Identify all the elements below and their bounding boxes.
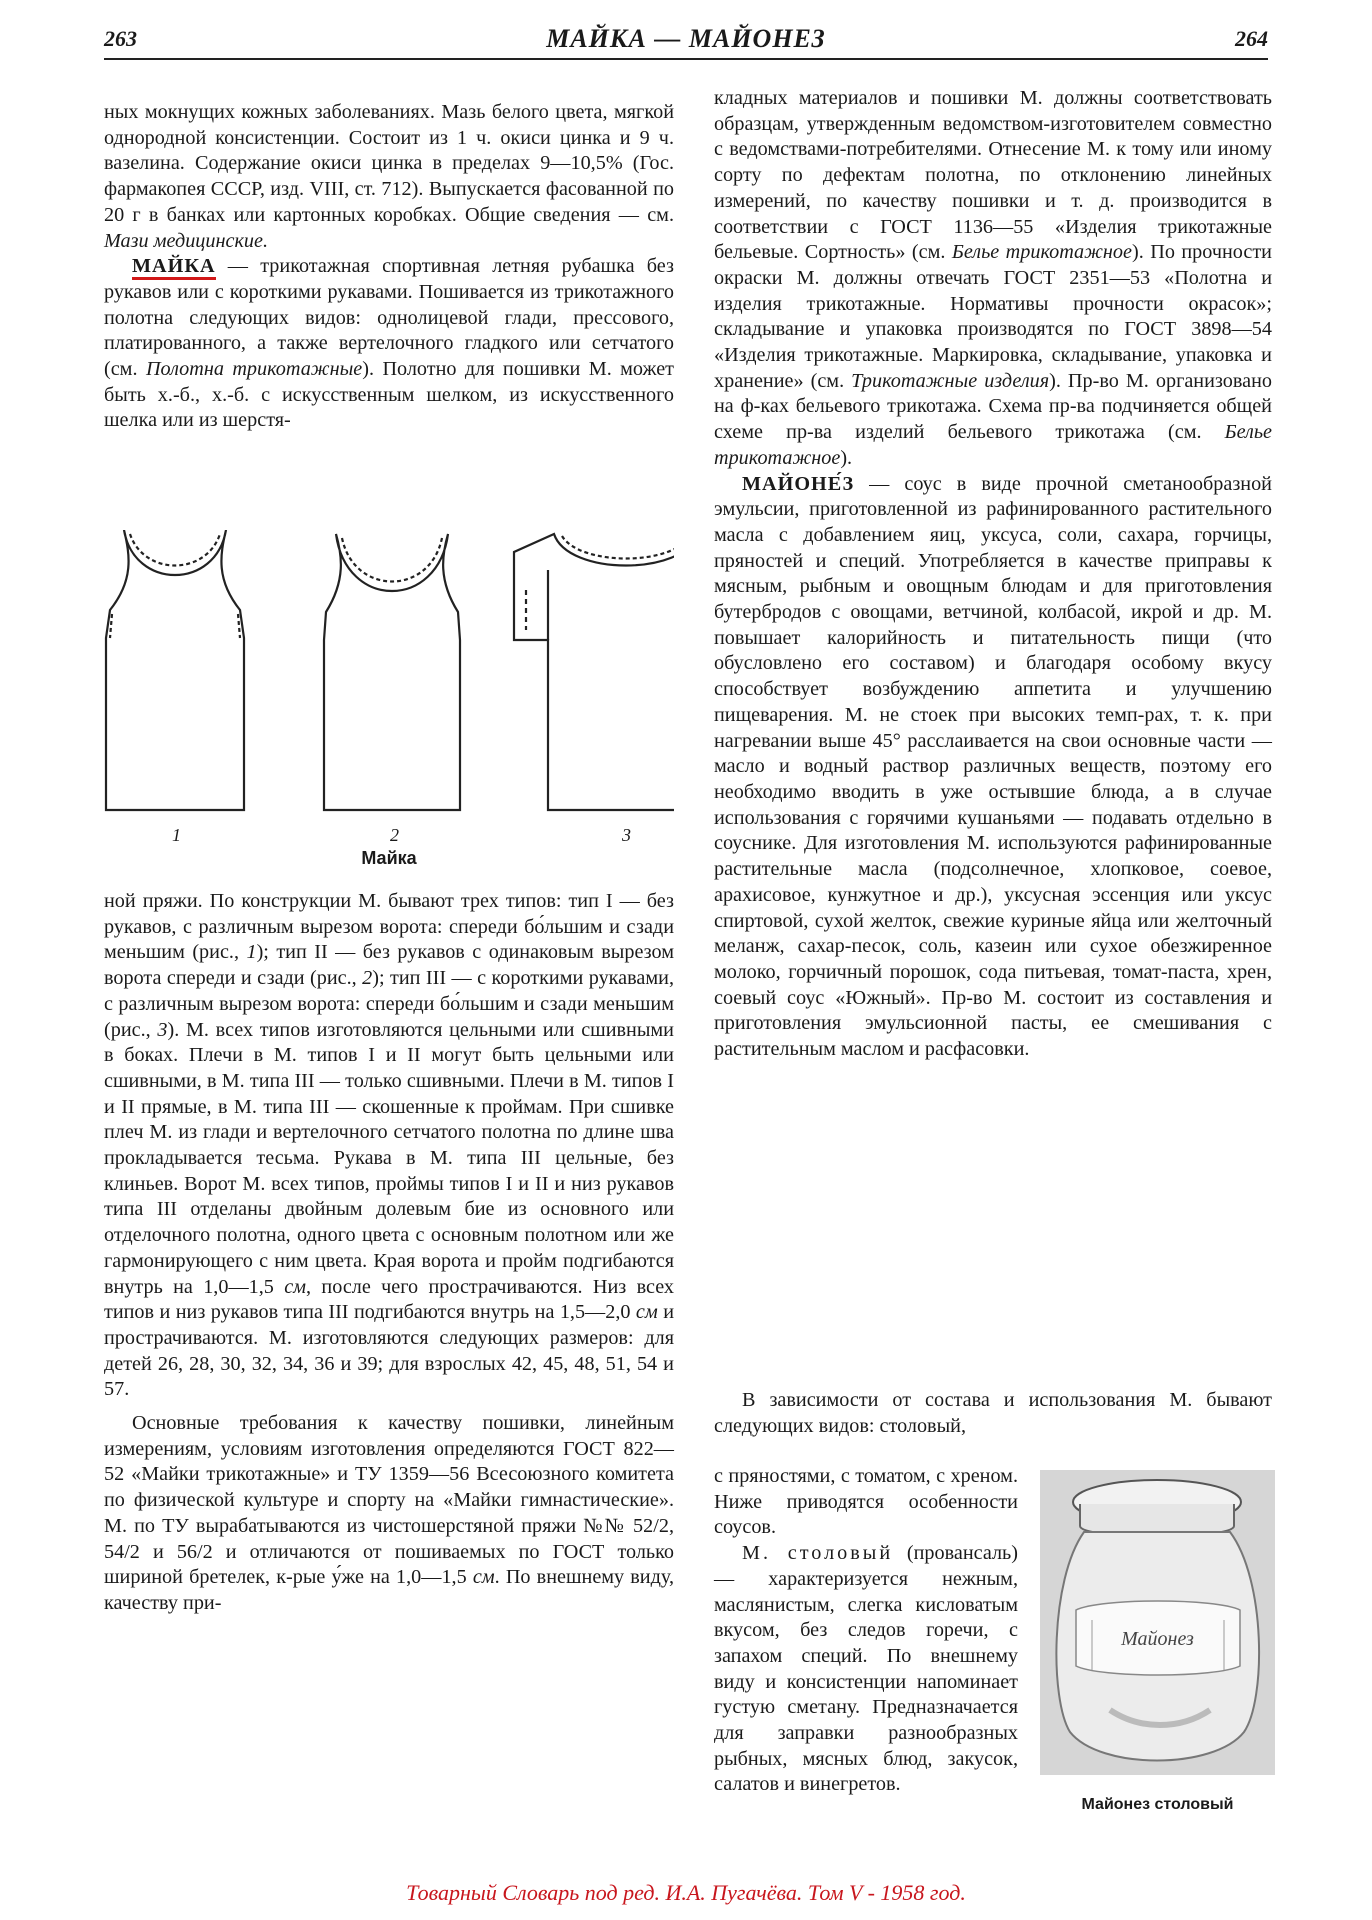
paragraph-mayonnaise-types-cont: с пряностями, с томатом, с хреном. Ниже приводятся особенности соусов.: [714, 1465, 1018, 1539]
text-span: ); тип II — без рукавов с одинаковым вырезом ворота спереди и сзади (рис.,: [104, 941, 674, 990]
paragraph-mayka-quality: [104, 1411, 674, 1617]
paragraph-mayka-types: [104, 889, 674, 1403]
jar-label-text: Майонез: [1121, 1628, 1194, 1650]
text-span: ). По прочности окраски М. должны отвечать ГОСТ 2351—53 «Полотна и изделия трикотажные. Нормативы прочности окрасок»; складывание и упаковка производятся по ГОСТ 3898—54 «Изделия трикотажные. Маркировка, складывание, упаковка и хранение» (см.: [714, 241, 1272, 392]
paragraph-mayonnaise-definition: [714, 472, 1272, 1063]
unit: см: [284, 1275, 307, 1298]
jar-caption: Майонез столовый: [1081, 1796, 1234, 1813]
text-span: ).: [840, 446, 853, 469]
text-span: ). Полотно для пошивки М. может быть х.-б., х.-б. с искусственным шелком, из искусственного шелка или из шерстя-: [104, 358, 674, 432]
text-span: ). М. всех типов изготовляются цельными или сшивными в боках. Плечи в М. типов I и II могут быть цельными или сшивными, в М. типа III — только сшивными. Плечи в М. типов I и II прямые, в М. типа III — скошенные к проймам. При сшивке плеч М. из глади и вертелочного сетчатого полотна по длине шва прокладывается тесьма. Рукава в М. типа III цельные, без клиньев. Ворот М. всех типов, проймы типов I и II и низ рукавов типа III отделаны двойным долевым бие из основного или отделочного полотна, одного цвета с основным полотном или же гармонирующего с ним цвета. Края ворота и пройм подгибаются внутрь на 1,0—1,5: [104, 1018, 674, 1298]
text-span: ). Пр-во М. организовано на ф-ках бельевого трикотажа. Схема пр-ва подчиняется общей схеме пр-ва изделий бельевого трикотажа (см.: [714, 369, 1272, 444]
undershirt-illustration: [104, 530, 674, 830]
page-header: [104, 26, 1268, 60]
right-column-types: [714, 1388, 1272, 1439]
cross-reference: Трикотажные изделия: [851, 369, 1050, 392]
unit: см: [635, 1301, 658, 1324]
right-column-top: [714, 86, 1272, 1063]
left-column-bottom: [104, 889, 674, 1617]
right-column-narrow: [714, 1464, 1018, 1798]
paragraph-mayonnaise-types: В зависимости от состава и использования М. бывают следующих видов: столовый,: [714, 1389, 1272, 1437]
shirt-type-1: [106, 530, 244, 810]
text-span: (провансаль) — характеризуется нежным, маслянистым, слегка кисловатым вкусом, без следов горечи, с запахом специй. По внешнему виду и консистенции напоминает густую сметану. Предназначается для заправки разнообразных рыбных, мясных блюд, закусок, салатов и винегретов.: [714, 1542, 1018, 1796]
page-number-left: 263: [104, 26, 137, 51]
figure-ref: 2: [362, 967, 373, 990]
left-column-top: [104, 100, 674, 434]
text-span: — трикотажная спортивная летняя рубашка без рукавов или с короткими рукавами. Пошивается из трикотажного полотна следующих видов: однолицевой глади, прессового, платированного, а также вертелочного гладкого или сетчатого (см.: [104, 255, 674, 381]
figure-number-1: 1: [172, 825, 181, 845]
text-span: — соус в виде прочной сметанообразной эмульсии, приготовленной из рафинированного растительного масла с добавлением яиц, уксуса, соли, сахара, горчицы, пряностей и специй. Употребляется в качестве приправы к мясным, рыбным и овощным блюдам и для приготовления бутербродов с овощами, ветчиной, колбасой, икрой и др. М. повышает калорийность и питательность пищи (что обусловлено его составом) и благодаря особому вкусу способствует возбуждению аппетита и улучшению пищеварения. М. не стоек при высоких темп-рах, т. к. при нагревании выше 45° расслаивается на свои основные части — масло и водный раствор различных веществ, поэтому его необходимо вводить в уже остывшие блюда, а в случае использования с горячими кушаньями — подавать отдельно в соуснике. Для изготовления М. используются рафинированные растительные масла (подсолнечное, хлопковое, соевое, арахисовое, кунжутное и др.), уксусная эссенция или уксус спиртовой, сухой желток, свежие куриные яйца или желточный меланж, сахар-песок, соль, казеин или сухое обезжиренное молоко, горчичный порошок, сода питьевая, томат-паста, хрен, соевый соус «Южный». Пр-во М. состоит из составления и приготовления эмульсионной пасты, ее смешивания с растительным маслом и расфасовки.: [714, 472, 1272, 1061]
text-span: и прострачиваются. М. изготовляются следующих размеров: для детей 26, 28, 30, 32, 34, 36 и 39; для взрослых 42, 45, 48, 51, 54 и 57.: [104, 1301, 674, 1401]
figure-number-3: 3: [622, 825, 631, 845]
text-span: ных мокнущих кожных заболеваниях. Мазь белого цвета, мягкой однородной консистенции. Состоит из 1 ч. окиси цинка и 9 ч. вазелина. Содержание окиси цинка в пределах 9—10,5% (Гос. фармакопея СССР, изд. VIII, ст. 712). Выпускается фасованной по 20 г в банках или картонных коробках. Общие сведения — см.: [104, 101, 674, 226]
shirt-type-3: [514, 534, 674, 810]
text-span: . По внешнему виду, качеству при-: [104, 1566, 675, 1614]
mayonnaise-jar-photo: [1040, 1470, 1275, 1775]
figure-caption: Майка: [361, 848, 417, 868]
figure-ref: 1: [246, 941, 257, 964]
cross-reference: Белье трикотажное: [714, 421, 1272, 469]
source-footer: Товарный Словарь под ред. И.А. Пугачёва. Том V - 1958 год.: [406, 1880, 966, 1905]
mayka-figure: [104, 530, 674, 870]
shirt-type-2: [324, 534, 460, 810]
cross-reference: Мази медицинские.: [104, 229, 268, 252]
figure-number-2: 2: [390, 825, 399, 845]
page-number-right: 264: [1235, 26, 1268, 51]
text-span: ); тип III — с короткими рукавами, с различным вырезом ворота: спереди бо́льшим и сзади меньшим (рис.,: [104, 967, 674, 1041]
text-span: Основные требования к качеству пошивки, линейным измерениям, условиям изготовления определяются ГОСТ 822—52 «Майки трикотажные» и ТУ 1359—56 Всесоюзного комитета по физической культуре и спорту на «Майки гимнастические». М. по ТУ вырабатываются из чистошерстяной пряжи №№ 52/2, 54/2 и 56/2 и отличаются от пошиваемых по ГОСТ только шириной бретелек, к-рые у́же на 1,0—1,5: [104, 1412, 674, 1589]
cross-reference: Полотна трикотажные: [145, 358, 363, 381]
paragraph-mayka-definition: [104, 254, 674, 434]
entry-term-mayonez: МАЙОНЕ́З: [742, 472, 855, 495]
paragraph-mayonnaise-table: [714, 1541, 1018, 1798]
figure-ref: 3: [157, 1018, 168, 1041]
subterm-stolovy: М. столовый: [742, 1542, 894, 1565]
text-span: ной пряжи. По конструкции М. бывают трех типов: тип I — без рукавов, с различным вырезом ворота: спереди бо́льшим и сзади меньшим (рис.,: [104, 890, 674, 964]
running-title: МАЙКА — МАЙОНЕЗ: [546, 24, 826, 53]
text-span: кладных материалов и пошивки М. должны соответствовать образцам, утвержденным ведомством-изготовителем совместно с ведомствами-потребителями. Отнесение М. к тому или иному сорту по дефектам полотна, по отклонению линейных измерений, по качеству пошивки и т. д. производится в соответствии с ГОСТ 1136—55 «Изделия трикотажные бельевые. Сортность» (см.: [714, 87, 1272, 264]
paragraph-zinc-ointment: [104, 100, 674, 254]
unit: см: [472, 1566, 495, 1589]
jar-illustration: [1040, 1470, 1275, 1775]
cross-reference: Белье трикотажное: [951, 241, 1132, 264]
entry-term-mayka: МАЙКА: [132, 255, 216, 280]
paragraph-mayka-standards: [714, 86, 1272, 472]
text-span: , после чего прострачиваются. Низ всех типов и низ рукавов типа III подгибаются внутрь на 1,5—2,0: [104, 1275, 674, 1324]
